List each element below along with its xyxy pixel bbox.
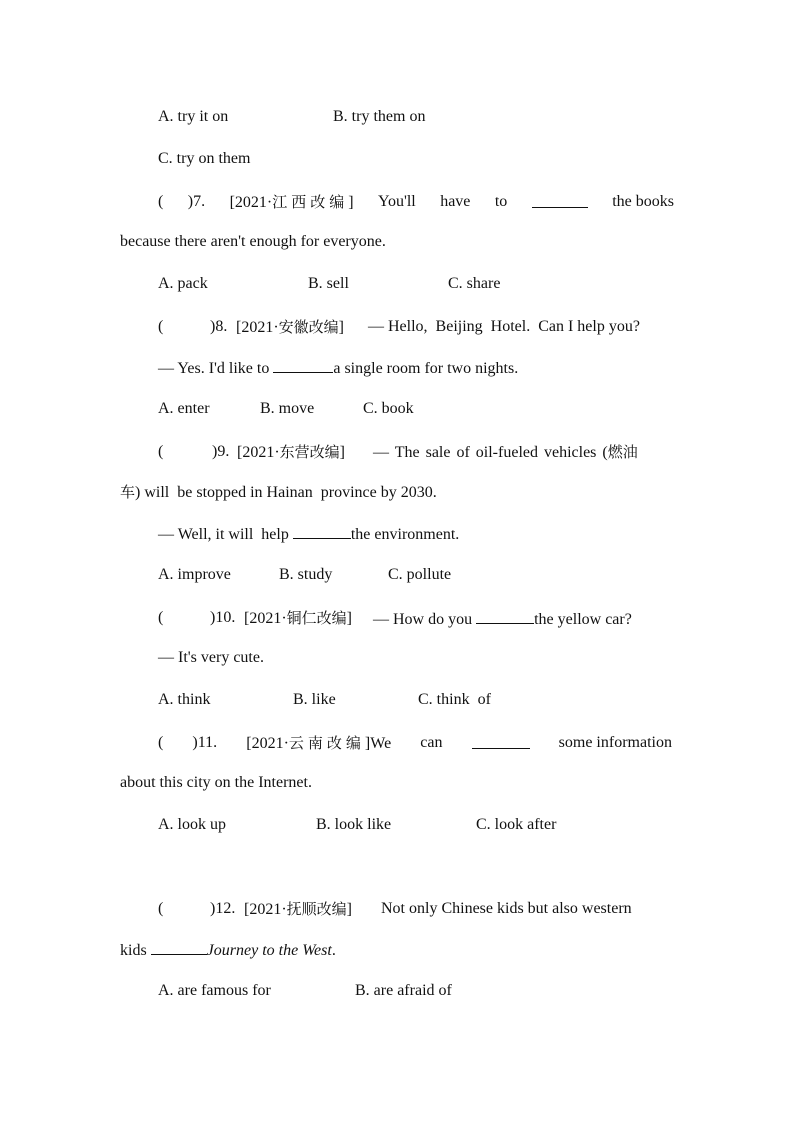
q10-line2: — It's very cute. [158,649,264,666]
q9-line3: — Well, it will help the environment. [158,523,459,545]
q10-option-a: A. think [158,691,211,708]
q7-number: )7. [187,193,206,210]
q12-option-b: B. are afraid of [355,982,452,999]
q12-line2: kids Journey to the West. [120,939,336,961]
q6-option-b: B. try them on [333,108,426,125]
q10-source: [2021·铜仁改编] [244,609,352,627]
q8-stem: — Hello, Beijing Hotel. Can I help you? [368,318,640,335]
q12-answer-blank[interactable] [151,939,207,955]
q6-option-a: A. try it on [158,108,229,125]
q12-paren: ( [158,900,164,917]
q7-source: [2021·江西改编] [229,193,354,211]
q7-word-2: have [440,193,471,210]
q7-paren: ( [158,193,164,210]
q11-line2: about this city on the Internet. [120,774,312,791]
q12-option-a: A. are famous for [158,982,271,999]
q11-option-a: A. look up [158,816,226,833]
q8-option-a: A. enter [158,400,210,417]
q8-option-b: B. move [260,400,315,417]
q7-option-a: A. pack [158,275,208,292]
q8-line2: — Yes. I'd like to a single room for two nights. [158,357,518,379]
q12-number: )12. [210,900,236,917]
q7-stem [158,192,674,213]
q10-answer-blank[interactable] [476,608,534,624]
q7-word-1: You'll [378,193,416,210]
q11-stem [158,733,672,754]
q11-option-b: B. look like [316,816,392,833]
q8-option-c: C. book [363,400,414,417]
q10-stem: — How do you the yellow car? [373,608,632,630]
q9-answer-blank[interactable] [293,523,351,539]
q10-option-c: C. think of [418,691,491,708]
q9-stem: — The sale of oil-fueled vehicles (燃油 [373,443,638,461]
q11-paren: ( [158,734,164,751]
q7-option-c: C. share [448,275,501,292]
q9-source: [2021·东营改编] [237,443,345,461]
q10-paren: ( [158,609,164,626]
q11-option-c: C. look after [476,816,557,833]
q7-word-3: to [494,193,508,210]
q7-answer-blank[interactable] [532,192,588,208]
q9-number: )9. [212,443,230,460]
q8-paren: ( [158,318,164,335]
q10-number: )10. [210,609,236,626]
q11-number: )11. [192,734,218,751]
q12-source: [2021·抚顺改编] [244,900,352,918]
q9-option-a: A. improve [158,566,231,583]
q9-paren: ( [158,443,164,460]
q6-option-c: C. try on them [158,150,251,167]
q7-line2: because there aren't enough for everyone. [120,233,386,250]
q12-stem: Not only Chinese kids but also western [381,900,632,917]
q8-number: )8. [210,318,228,335]
q9-option-b: B. study [279,566,333,583]
q7-option-b: B. sell [308,275,349,292]
q12-book-title: Journey to the West [206,942,332,959]
q11-after-blank: some information [558,734,672,751]
q8-source: [2021·安徽改编] [236,318,344,336]
q11-word-can: can [420,734,443,751]
q8-answer-blank[interactable] [273,357,333,373]
q7-after-blank: the books [612,193,674,210]
q9-option-c: C. pollute [388,566,452,583]
q10-option-b: B. like [293,691,336,708]
q11-source: [2021·云南改编]We [246,734,392,752]
q11-answer-blank[interactable] [472,733,530,749]
q9-line2: 车) will be stopped in Hainan province by 2030. [120,483,437,501]
